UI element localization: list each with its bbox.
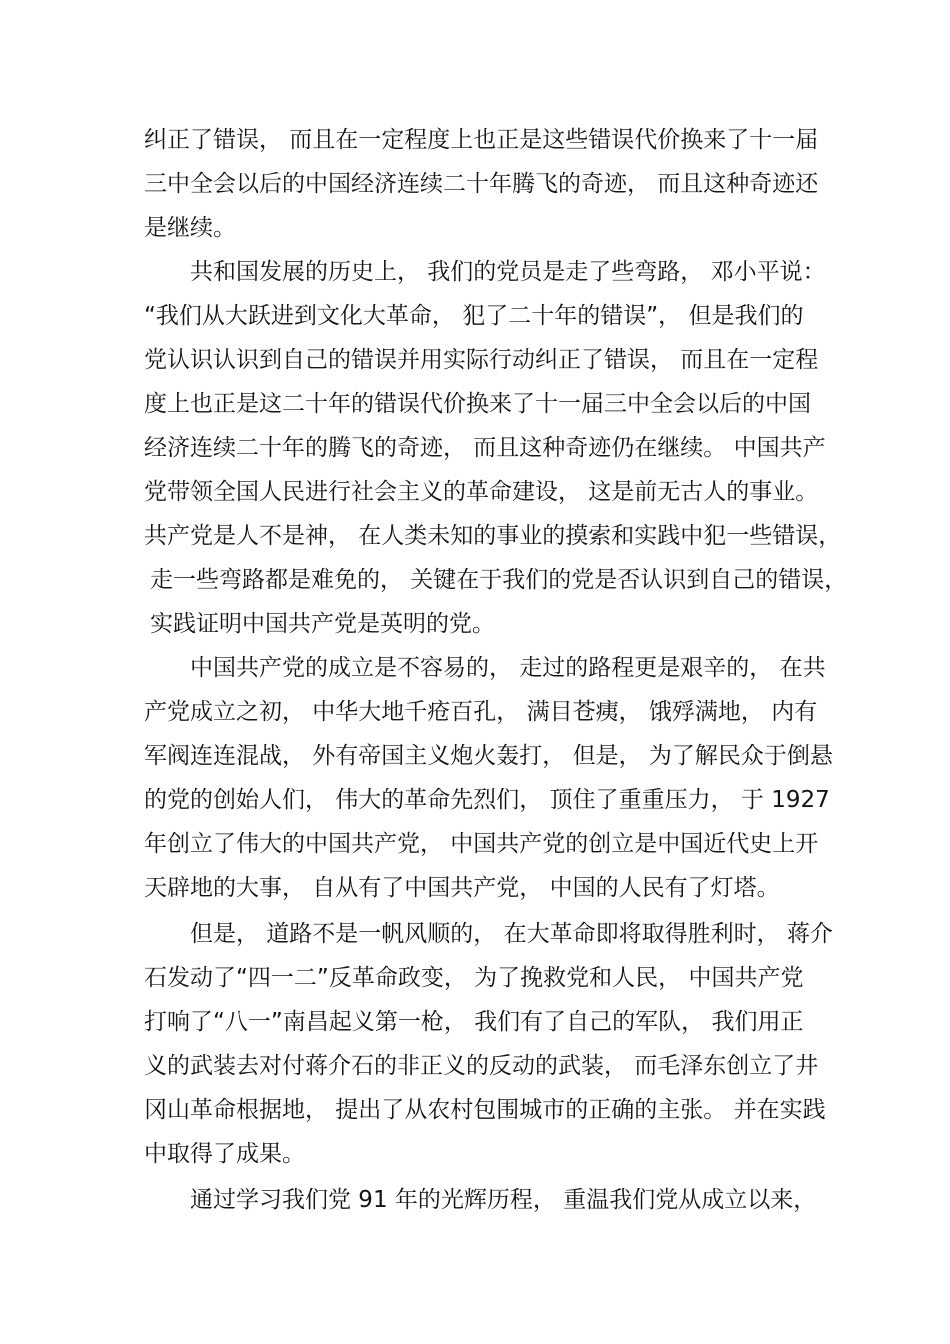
text-line: 打响了“八一”南昌起义第一枪， 我们有了自己的军队， 我们用正 (144, 1009, 804, 1035)
text-line: 天辟地的大事， 自从有了中国共产党， 中国的人民有了灯塔。 (144, 875, 780, 901)
text-line: 纠正了错误， 而且在一定程度上也正是这些错误代价换来了十一届 (144, 127, 819, 153)
paragraph-first-line: 通过学习我们党 91 年的光辉历程， 重温我们党从成立以来， (190, 1187, 817, 1213)
text-line: 党带领全国人民进行社会主义的革命建设， 这是前无古人的事业。 (144, 479, 819, 505)
paragraph-first-line: 共和国发展的历史上， 我们的党员是走了些弯路， 邓小平说： (190, 259, 826, 285)
text-line: 军阀连连混战， 外有帝国主义炮火轰打， 但是， 为了解民众于倒悬 (144, 743, 833, 769)
text-line: 度上也正是这二十年的错误代价换来了十一届三中全会以后的中国 (144, 391, 811, 417)
text-line: 实践证明中国共产党是英明的党。 (150, 611, 495, 637)
text-line: “我们从大跃进到文化大革命， 犯了二十年的错误”， 但是我们的 (144, 303, 804, 329)
paragraph-first-line: 但是， 道路不是一帆风顺的， 在大革命即将取得胜利时， 蒋介 (190, 921, 833, 947)
text-line: 党认识认识到自己的错误并用实际行动纠正了错误， 而且在一定程 (144, 347, 819, 373)
text-line: 走一些弯路都是难免的， 关键在于我们的党是否认识到自己的错误， (150, 567, 848, 593)
text-line: 的党的创始人们， 伟大的革命先烈们， 顶住了重重压力， 于 1927 (144, 787, 830, 813)
text-line: 冈山革命根据地， 提出了从农村包围城市的正确的主张。 并在实践 (144, 1097, 826, 1123)
text-line: 中取得了成果。 (144, 1141, 305, 1167)
text-line: 产党成立之初， 中华大地千疮百孔， 满目苍痍， 饿殍满地， 内有 (144, 699, 818, 725)
paragraph-first-line: 中国共产党的成立是不容易的， 走过的路程更是艰辛的， 在共 (190, 655, 826, 681)
text-line: 经济连续二十年的腾飞的奇迹， 而且这种奇迹仍在继续。 中国共产 (144, 435, 826, 461)
text-line: 石发动了“四一二”反革命政变， 为了挽救党和人民， 中国共产党 (144, 965, 804, 991)
text-line: 义的武装去对付蒋介石的非正义的反动的武装， 而毛泽东创立了井 (144, 1053, 819, 1079)
text-line: 年创立了伟大的中国共产党， 中国共产党的创立是中国近代史上开 (144, 831, 819, 857)
text-line: 是继续。 (144, 215, 236, 241)
text-line: 三中全会以后的中国经济连续二十年腾飞的奇迹， 而且这种奇迹还 (144, 171, 819, 197)
text-line: 共产党是人不是神， 在人类未知的事业的摸索和实践中犯一些错误， (144, 523, 842, 549)
